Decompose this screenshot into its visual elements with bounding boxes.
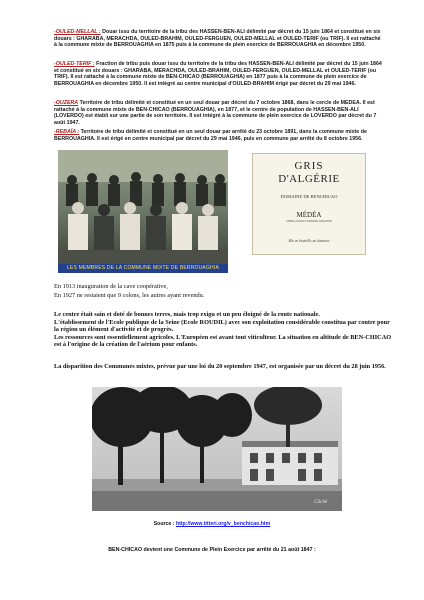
section-ouled-mellal	[54, 29, 384, 49]
wine-label	[252, 153, 366, 255]
village-photo-image	[92, 387, 342, 511]
group-photo-image	[58, 150, 228, 264]
section-rebaia	[54, 129, 384, 142]
history-line-1: En 1913 inauguration de la cave coopérative,	[54, 283, 168, 290]
wine-label-appellation: APPELLATION D'ORIGINE GARANTIE	[286, 220, 332, 223]
village-photo	[92, 387, 342, 511]
wine-label-domain: DOMAINE DE BENCHICAO	[280, 194, 338, 199]
footer-statement: BEN-CHICAO devient une Commune de Plein Exercice par arrêté du 21 août 1847 :	[108, 547, 316, 553]
source-line	[0, 521, 424, 527]
wine-label-title-1: GRIS	[294, 160, 324, 172]
section-text: Territoire de tribu délimité et constitué en un seul douar par décret du 7 octobre 1868, dans le cercle de MEDEA. Il est rattaché à la commune mixte de BEN-CHICAO (BERROUAGHIA), en 1877, et le centre de population de HASSEN-BEN-ALI (LOVERDO) est établi sur une partie de son territoire. Il est intégré à la commune de plein exercice de LOVERDO par décret du 7 août 1947.	[54, 100, 377, 126]
description-paragraph	[54, 311, 394, 349]
wine-label-region: MÉDÉA	[296, 211, 322, 219]
section-text: Fraction de tribu puis douar issu du territoire de la tribu des HASSEN-BEN-ALI délimité par décret du 15 juin 1864 et constitué en six douars : GHARABA, MERACHDA, OULED-BRAHIM, OULED-FERGUEN, OULED-MELLAL et OULED-TERIF (ou TRIF). Il est rattaché à la commune mixte de BEN-CHICAO (BERROUAGHIA) en 1877 puis à la commune de plein exercice de BERROUAGHIA en décembre 1950. Il est intégré au centre municipal d'OULED-BRAHIM érigé par décret du 29 mai 1946.	[54, 61, 382, 87]
section-ouzera	[54, 100, 384, 126]
section-text: Douar issu du territoire de la tribu des HASSEN-BEN-ALI délimité par décret du 15 juin 1864 et constitué en six douars : GHARABA, MERACHDA, OULED-BRAHIM, OULED-FERGUEN, OULED-MELLAL et OULED-TERIF (ou TRIF). Il est rattaché à la commune mixte de BERROUAGHIA en 1875 puis à la commune de plein exercice de BERROUAGHIA en décembre 1950.	[54, 29, 381, 49]
svg-text:Cliché: Cliché	[314, 500, 328, 505]
section-title: -REBAÏA :	[54, 129, 80, 135]
source-label: Source :	[153, 521, 175, 527]
history-line-2: En 1927 ne restaient que 9 colons, les autres ayant revendu.	[54, 292, 205, 299]
description-line: Le centre était sain et doté de bonnes terres, mais trop exigu et un peu éloigné de la route nationale.	[54, 311, 320, 318]
description-line: Les ressources sont essentiellement agricoles. L'Européen est avant tout viticulteur. La situation en altitude de BEN-CHICAO est à l'origine de la création de l'aérium pour enfants.	[54, 333, 392, 349]
section-title: -OUZERA	[54, 100, 79, 106]
section-title: -OULED-MELLAL :	[54, 29, 101, 35]
description-line: L'établissement de l'Ecole publique de la Seine (Ecole ROUDIL) avec son exploitation considérable constitua par contre pour la région un élément d'activité et de progrès.	[54, 318, 390, 334]
group-photo-caption: LES MEMBRES DE LA COMMUNE MIXTE DE BERROUAGHIA	[58, 264, 228, 273]
section-text: Territoire de tribu délimité et constitué en un seul douar par arrêté du 23 octobre 1891, dans la commune mixte de BERROUAGHIA. Il est érigé en centre municipal par décret du 29 mai 1946, puis en commune par arrêté du 8 octobre 1956.	[54, 129, 367, 142]
section-title: -OULED-TERIF :	[54, 61, 95, 67]
wine-label-signature: Mis en bouteille au domaine	[288, 239, 330, 243]
group-photo	[58, 150, 228, 264]
source-link[interactable]: http://www.titteri.org/v_benchicao.htm	[175, 521, 271, 527]
section-ouled-terif	[54, 61, 384, 87]
dissolution-paragraph: La disparition des Communes mixtes, prévue par une loi du 20 septembre 1947, est organisée par un décret du 28 juin 1956.	[54, 363, 386, 370]
wine-label-title-2: D'ALGÉRIE	[278, 173, 340, 185]
